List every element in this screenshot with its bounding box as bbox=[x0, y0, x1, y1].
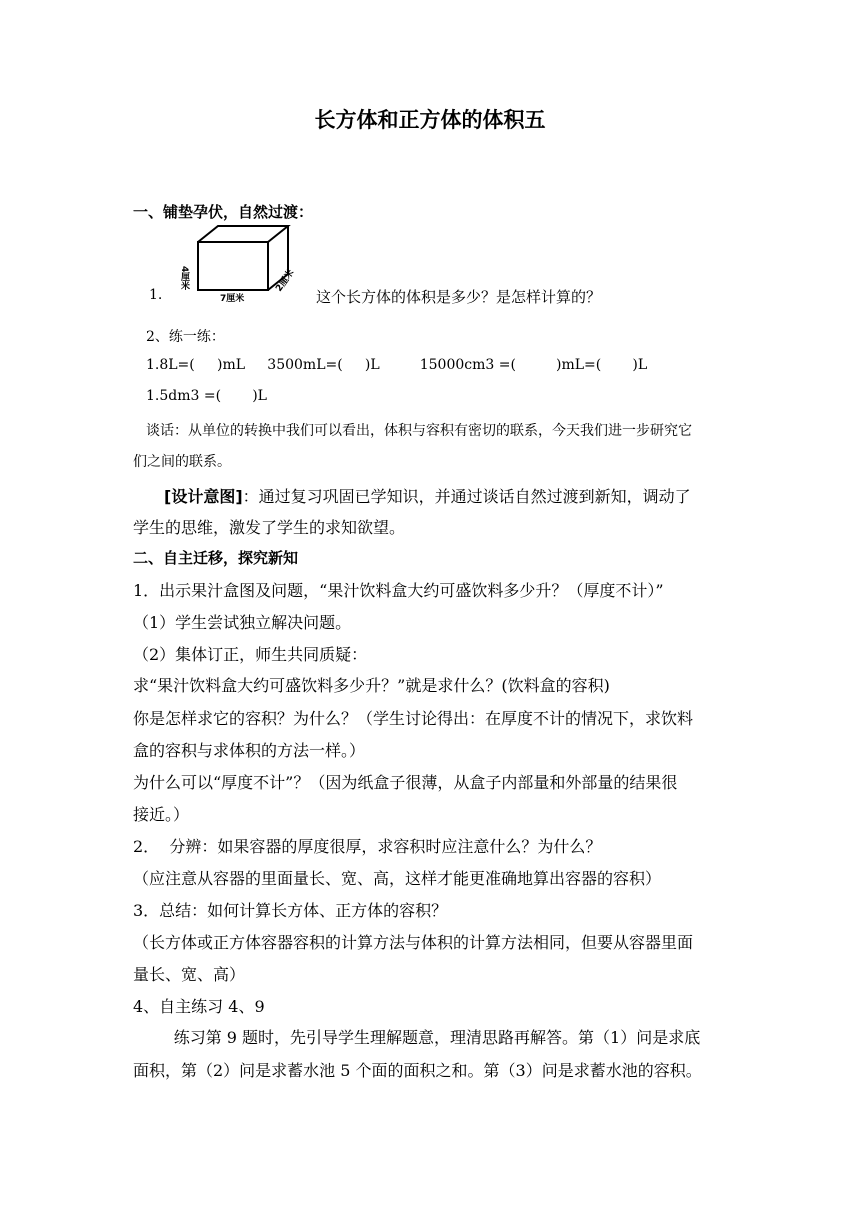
section2-line: 你是怎样求它的容积？为什么？（学生讨论得出：在厚度不计的情况下，求饮料 bbox=[133, 709, 694, 728]
exercise-line2: 1.5dm3 =( )L bbox=[146, 388, 267, 404]
section2-line: 求“果汁饮料盒大约可盛饮料多少升？”就是求什么？(饮料盒的容积) bbox=[133, 676, 610, 695]
talk-line1: 谈话：从单位的转换中我们可以看出，体积与容积有密切的联系，今天我们进一步研究它 bbox=[146, 423, 692, 439]
talk-line2: 们之间的联系。 bbox=[133, 454, 231, 470]
section2-line: 2． 分辨：如果容器的厚度很厚，求容积时应注意什么？为什么？ bbox=[133, 837, 602, 856]
section2-line: （2）集体订正，师生共同质疑： bbox=[133, 645, 368, 664]
section2-line: 接近。） bbox=[133, 805, 190, 824]
cuboid-top-face bbox=[198, 226, 288, 242]
section2-line: 面积，第（2）问是求蓄水池 5 个面的面积之和。第（3）问是求蓄水池的容积。 bbox=[133, 1061, 702, 1080]
section2-line: （长方体或正方体容器容积的计算方法与体积的计算方法相同，但要从容器里面 bbox=[133, 933, 694, 952]
section2-line: 为什么可以“厚度不计”？（因为纸盒子很薄，从盒子内部量和外部量的结果很 bbox=[133, 773, 678, 792]
exercise-line1: 1.8L=( )mL 3500mL=( )L 15000cm3 =( )mL=( )L bbox=[146, 357, 648, 373]
design-intent-line1 bbox=[164, 484, 691, 507]
cuboid-figure bbox=[179, 222, 304, 304]
section2-line: 练习第 9 题时，先引导学生理解题意，理清思路再解答。第（1）问是求底 bbox=[133, 1028, 701, 1047]
cuboid-front-face bbox=[198, 242, 268, 290]
item1-question: 这个长方体的体积是多少？是怎样计算的？ bbox=[316, 288, 602, 306]
section2-line: （1）学生尝试独立解决问题。 bbox=[133, 613, 352, 632]
section2-line: 4、自主练习 4、9 bbox=[133, 997, 265, 1016]
item1-number: 1. bbox=[149, 287, 163, 303]
section1-heading: 一、铺垫孕伏，自然过渡： bbox=[133, 203, 314, 221]
width-label: 2厘米 bbox=[274, 268, 297, 294]
section2-heading: 二、自主迁移，探究新知 bbox=[133, 549, 299, 567]
section2-line: 盒的容积与求体积的方法一样。） bbox=[133, 741, 366, 760]
design-intent-line2: 学生的思维，激发了学生的求知欲望。 bbox=[133, 518, 406, 537]
section2-line: 3．总结：如何计算长方体、正方体的容积？ bbox=[133, 901, 448, 920]
section2-line: 1．出示果汁盒图及问题，“果汁饮料盒大约可盛饮料多少升？（厚度不计）” bbox=[133, 581, 664, 600]
length-label: 7厘米 bbox=[220, 294, 245, 304]
section2-line: 量长、宽、高） bbox=[133, 965, 246, 984]
design-intent-text: ：通过复习巩固已学知识，并通过谈话自然过渡到新知，调动了 bbox=[242, 487, 691, 506]
design-intent-label: [设计意图] bbox=[164, 487, 243, 506]
section2-line: （应注意从容器的里面量长、宽、高，这样才能更准确地算出容器的容积） bbox=[133, 869, 662, 888]
height-label: 4厘米 bbox=[179, 266, 189, 291]
page-title: 长方体和正方体的体积五 bbox=[314, 108, 546, 132]
item2-label: 2、练一练： bbox=[146, 329, 225, 345]
